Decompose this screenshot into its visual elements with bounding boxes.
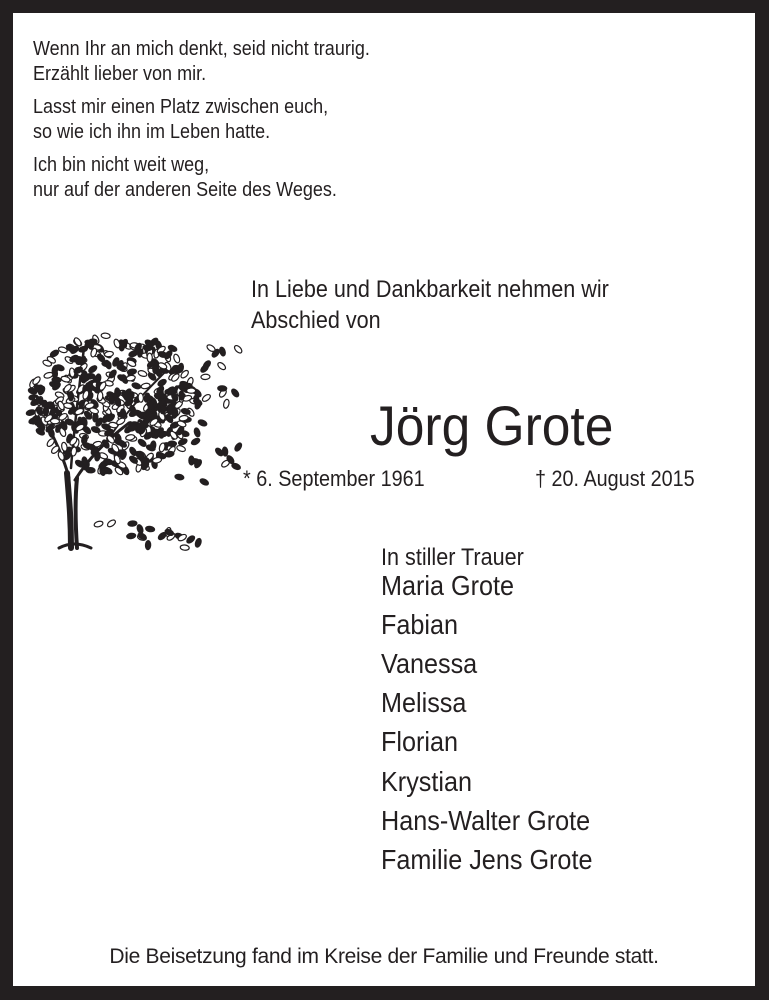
leaf	[145, 526, 155, 533]
leaf	[178, 438, 188, 446]
mourner-name: Melissa	[381, 687, 467, 718]
deceased-name: Jörg Grote	[370, 394, 614, 457]
leaf	[206, 344, 216, 353]
leaf	[157, 393, 167, 399]
leaf	[201, 374, 210, 380]
mourning-heading: In stiller Trauer	[381, 544, 524, 571]
leaf	[217, 361, 227, 371]
leaf	[233, 344, 243, 354]
obituary-notice	[13, 13, 755, 986]
leaf	[167, 441, 176, 446]
leaf	[145, 540, 151, 549]
funeral-note: Die Beisetzung fand im Kreise der Familie und Freunde statt.	[109, 945, 659, 968]
leaf	[46, 437, 56, 447]
leaf	[147, 353, 153, 362]
leaf	[177, 363, 184, 373]
leaf	[165, 451, 175, 458]
mourner-name: Vanessa	[381, 648, 478, 679]
leaf	[86, 467, 95, 473]
poem-line: nur auf der anderen Seite des Weges.	[33, 179, 337, 201]
leaf	[138, 393, 144, 402]
mourner-name: Familie Jens Grote	[381, 844, 593, 875]
leaf	[91, 426, 101, 434]
leaf	[120, 409, 126, 418]
leaf	[166, 404, 172, 414]
leaf	[88, 364, 98, 374]
leaf	[218, 386, 227, 392]
leaf	[197, 419, 207, 427]
poem-line: Wenn Ihr an mich denkt, seid nicht traurig.	[33, 38, 370, 60]
death-date: † 20. August 2015	[535, 466, 695, 491]
intro-line: Abschied von	[251, 307, 381, 334]
leaf	[194, 538, 202, 548]
poem-line: so wie ich ihn im Leben hatte.	[33, 121, 271, 143]
intro-line: In Liebe und Dankbarkeit nehmen wir	[251, 276, 609, 303]
mourner-name: Hans-Walter Grote	[381, 805, 591, 836]
leaf	[200, 363, 210, 373]
leaf	[193, 398, 203, 407]
leaf	[94, 520, 104, 528]
leaf	[97, 391, 103, 400]
leaf	[186, 535, 196, 545]
leaf	[68, 392, 74, 401]
leaf	[175, 474, 185, 481]
leaf	[201, 393, 211, 403]
leaf	[126, 533, 136, 540]
leaf	[180, 545, 190, 551]
leaf	[179, 391, 185, 400]
mourner-name: Krystian	[381, 766, 473, 797]
leaf	[137, 370, 147, 378]
leaf	[176, 445, 186, 453]
leaf	[183, 383, 192, 389]
leaf	[101, 333, 110, 339]
mourner-name: Florian	[381, 726, 459, 757]
leaf	[49, 349, 59, 358]
leaf	[52, 377, 61, 383]
mourner-name: Fabian	[381, 609, 459, 640]
leaf	[73, 337, 82, 347]
leaf	[173, 353, 181, 363]
poem-line: Erzählt lieber von mir.	[33, 63, 207, 85]
tree-illustration-icon	[19, 308, 249, 558]
poem-line: Ich bin nicht weit weg,	[33, 154, 210, 176]
birth-date: * 6. September 1961	[243, 466, 425, 491]
leaf	[108, 369, 118, 379]
leaf	[190, 437, 200, 446]
leaf	[199, 478, 209, 487]
leaf	[127, 368, 137, 375]
leaf	[32, 376, 42, 386]
leaf	[26, 409, 36, 416]
poem-line: Lasst mir einen Platz zwischen euch,	[33, 96, 329, 118]
mourner-name: Maria Grote	[381, 570, 515, 601]
leaf	[193, 427, 200, 437]
leaf	[230, 388, 240, 398]
leaf	[128, 521, 137, 527]
leaf	[158, 442, 165, 452]
leaf	[148, 402, 153, 411]
leaf	[61, 442, 68, 452]
leaf	[106, 519, 116, 528]
leaf	[131, 382, 141, 390]
leaf	[234, 442, 243, 452]
leaf	[104, 351, 114, 357]
tree-leaves	[26, 333, 243, 551]
leaf	[48, 428, 55, 438]
leaf	[223, 399, 230, 409]
